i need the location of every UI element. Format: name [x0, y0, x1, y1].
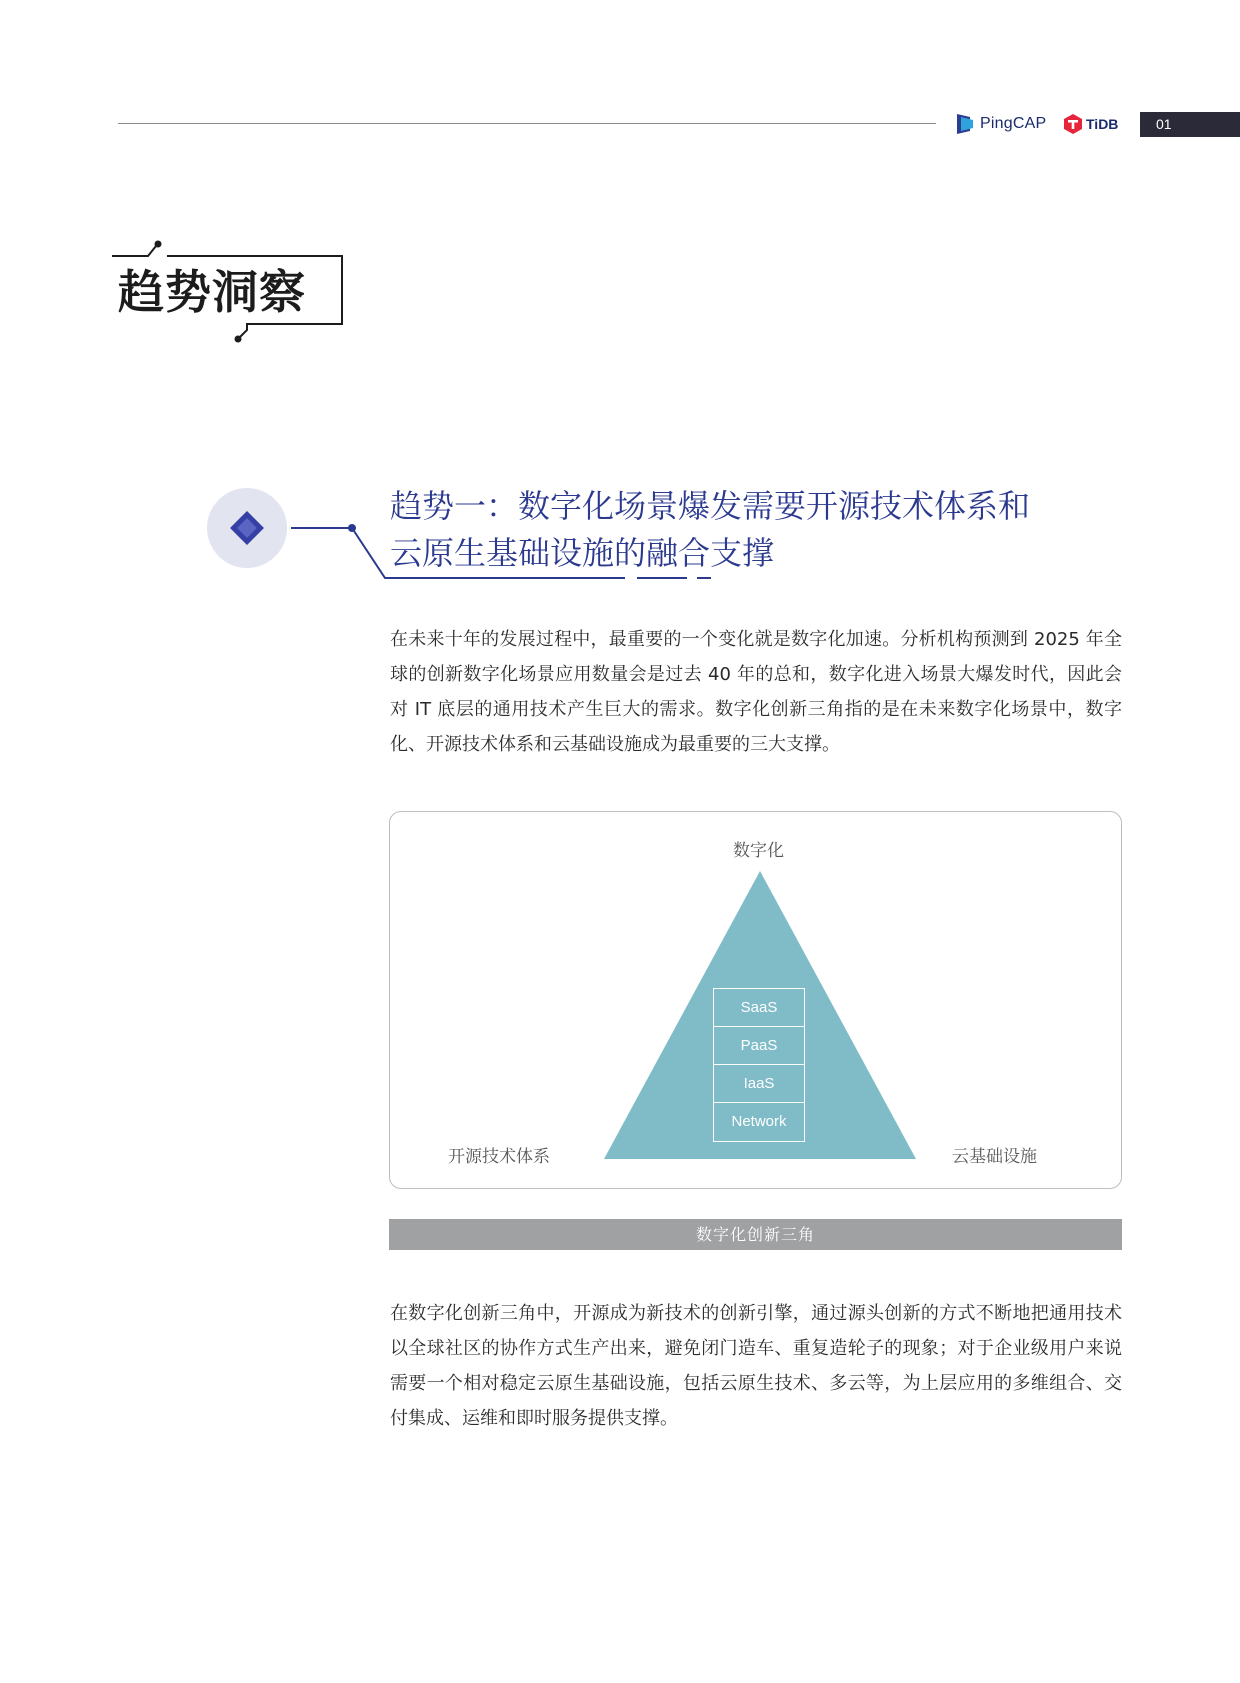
- triangle-top-label: 数字化: [733, 841, 784, 861]
- header-rule: [118, 123, 936, 124]
- layer-saas: SaaS: [714, 989, 804, 1027]
- layer-stack: [713, 988, 805, 1142]
- trend-heading: [390, 483, 1090, 577]
- intro-paragraph: 在未来十年的发展过程中，最重要的一个变化就是数字化加速。分析机构预测到 2025 年全球的创新数字化场景应用数量会是过去 40 年的总和，数字化进入场景大爆发时代，因此会对 IT 底层的通用技术产生巨大的需求。数字化创新三角指的是在未来数字化场景中，数字化、开源技术体系和云基础设施成为最重要的三大支撑。: [390, 629, 1122, 755]
- trend-heading-line-2: 云原生基础设施的融合支撑: [390, 534, 775, 572]
- triangle-left-label: 开源技术体系: [448, 1147, 550, 1167]
- pingcap-brand: [956, 112, 1046, 136]
- pingcap-logo-icon: [956, 113, 974, 135]
- page-number: 01: [1140, 112, 1240, 137]
- layer-network: Network: [731, 1113, 787, 1130]
- triangle-right-label: 云基础设施: [952, 1147, 1037, 1167]
- layer-iaas: IaaS: [714, 1065, 804, 1103]
- pingcap-brand-text: PingCAP: [980, 115, 1047, 132]
- tidb-logo-icon: [1063, 113, 1083, 135]
- diagram-caption: 数字化创新三角: [389, 1219, 1122, 1250]
- layer-paas: PaaS: [714, 1027, 804, 1065]
- tidb-brand-text: TiDB: [1086, 116, 1119, 132]
- section-title: 趋势洞察: [118, 265, 306, 319]
- body-paragraph: 在数字化创新三角中，开源成为新技术的创新引擎，通过源头创新的方式不断地把通用技术以全球社区的协作方式生产出来，避免闭门造车、重复造轮子的现象；对于企业级用户来说需要一个相对稳定云原生基础设施，包括云原生技术、多云等，为上层应用的多维组合、交付集成、运维和即时服务提供支撑。: [390, 1303, 1122, 1429]
- tidb-brand: [1063, 112, 1118, 136]
- trend-heading-line-1: 趋势一：数字化场景爆发需要开源技术体系和: [390, 487, 1031, 525]
